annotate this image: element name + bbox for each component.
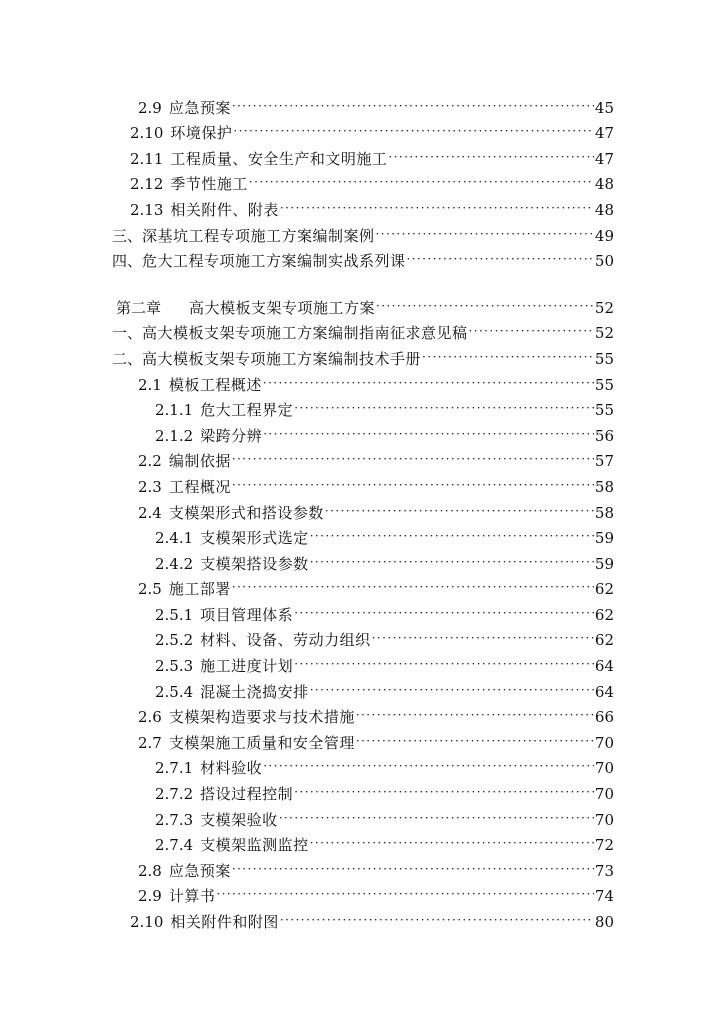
toc-entry-page-number: 52 bbox=[594, 324, 614, 343]
toc-entry-page-number: 48 bbox=[594, 200, 614, 219]
dot-leader bbox=[280, 199, 594, 217]
dot-leader bbox=[294, 655, 594, 673]
toc-entry[interactable] bbox=[0, 117, 724, 143]
toc-entry[interactable] bbox=[0, 905, 724, 931]
dot-leader bbox=[232, 860, 594, 878]
toc-entry[interactable] bbox=[0, 649, 724, 675]
toc-entry-page-number: 59 bbox=[594, 554, 614, 573]
toc-entry-number: 2.7.3 bbox=[155, 810, 194, 829]
dot-leader bbox=[232, 578, 594, 596]
toc-entry-number: 2.1.1 bbox=[155, 401, 194, 420]
toc-entry-number: 2.12 bbox=[130, 175, 164, 194]
toc-entry-number: 2.4.1 bbox=[155, 529, 194, 548]
toc-entry-number: 2.5.4 bbox=[155, 682, 194, 701]
toc-entry-title: 危大工程界定 bbox=[200, 401, 294, 420]
toc-entry[interactable] bbox=[0, 624, 724, 650]
toc-entry-title: 高大模板支架专项施工方案编制指南征求意见稿 bbox=[142, 324, 468, 343]
toc-entry-title: 施工进度计划 bbox=[200, 657, 294, 676]
toc-entry-page-number: 70 bbox=[594, 810, 614, 829]
table-of-contents bbox=[0, 91, 724, 931]
toc-entry-title: 季节性施工 bbox=[170, 175, 248, 194]
toc-entry-title: 工程质量、安全生产和文明施工 bbox=[170, 149, 388, 168]
toc-entry-title: 相关附件和附图 bbox=[170, 913, 279, 931]
toc-entry-number: 2.1.2 bbox=[155, 426, 194, 445]
toc-entry[interactable] bbox=[0, 291, 724, 317]
dot-leader bbox=[310, 681, 594, 699]
toc-entry-number: 2.7 bbox=[138, 733, 162, 752]
toc-entry-number: 2.2 bbox=[138, 452, 162, 471]
dot-leader bbox=[232, 450, 594, 468]
toc-entry[interactable] bbox=[0, 547, 724, 573]
toc-entry-number: 2.5.1 bbox=[155, 605, 194, 624]
toc-entry-number: 2.5 bbox=[138, 580, 162, 599]
toc-entry-title: 支模架形式选定 bbox=[200, 529, 309, 548]
toc-entry-number: 2.5.3 bbox=[155, 657, 194, 676]
toc-entry-title: 应急预案 bbox=[168, 98, 231, 117]
toc-entry[interactable] bbox=[0, 368, 724, 394]
dot-leader bbox=[372, 629, 594, 647]
toc-entry-title: 工程概况 bbox=[168, 477, 231, 496]
dot-leader bbox=[249, 173, 594, 191]
toc-entry-number: 三、 bbox=[112, 226, 143, 245]
toc-entry-page-number: 59 bbox=[594, 529, 614, 548]
toc-entry-number: 2.7.4 bbox=[155, 836, 194, 855]
toc-entry-page-number: 70 bbox=[594, 759, 614, 778]
toc-entry-page-number: 62 bbox=[594, 580, 614, 599]
toc-entry-number: 2.7.1 bbox=[155, 759, 194, 778]
dot-leader bbox=[280, 911, 594, 929]
dot-leader bbox=[294, 783, 594, 801]
dot-leader bbox=[407, 250, 594, 268]
toc-entry[interactable] bbox=[0, 726, 724, 752]
toc-entry-page-number: 56 bbox=[594, 426, 614, 445]
toc-entry-number: 2.9 bbox=[138, 887, 162, 906]
toc-entry[interactable] bbox=[0, 470, 724, 496]
dot-leader bbox=[356, 732, 594, 750]
toc-entry-page-number: 73 bbox=[594, 861, 614, 880]
toc-entry[interactable] bbox=[0, 342, 724, 368]
toc-entry-title: 支模架形式和搭设参数 bbox=[168, 503, 324, 522]
toc-entry-page-number: 55 bbox=[594, 349, 614, 368]
toc-entry-page-number: 64 bbox=[594, 657, 614, 676]
toc-entry-number: 2.4.2 bbox=[155, 554, 194, 573]
toc-entry-title: 支模架搭设参数 bbox=[200, 554, 309, 573]
dot-leader bbox=[279, 809, 594, 827]
toc-entry-page-number: 80 bbox=[594, 913, 614, 931]
toc-entry[interactable] bbox=[0, 880, 724, 906]
toc-entry-page-number: 55 bbox=[594, 375, 614, 394]
dot-leader bbox=[376, 297, 594, 315]
toc-entry-page-number: 48 bbox=[594, 175, 614, 194]
toc-entry-page-number: 57 bbox=[594, 452, 614, 471]
toc-entry[interactable] bbox=[0, 675, 724, 701]
toc-entry-number: 四、 bbox=[112, 252, 143, 271]
toc-entry[interactable] bbox=[0, 496, 724, 522]
toc-entry[interactable] bbox=[0, 573, 724, 599]
toc-entry-title: 梁跨分辨 bbox=[200, 426, 263, 445]
dot-leader bbox=[310, 527, 594, 545]
toc-entry-page-number: 66 bbox=[594, 708, 614, 727]
toc-entry-number: 第二章 bbox=[116, 298, 162, 317]
toc-entry-page-number: 62 bbox=[594, 631, 614, 650]
toc-entry-number: 二、 bbox=[112, 349, 143, 368]
toc-entry-page-number: 50 bbox=[594, 252, 614, 271]
toc-entry-number: 2.1 bbox=[138, 375, 162, 394]
toc-entry-title: 高大模板支架专项施工方案编制技术手册 bbox=[142, 349, 422, 368]
dot-leader bbox=[263, 757, 594, 775]
toc-entry-page-number: 64 bbox=[594, 682, 614, 701]
toc-entry-page-number: 45 bbox=[594, 98, 614, 117]
toc-entry-title: 混凝土浇捣安排 bbox=[200, 682, 309, 701]
dot-leader bbox=[232, 476, 594, 494]
toc-entry[interactable] bbox=[0, 445, 724, 471]
dot-leader bbox=[325, 502, 594, 520]
toc-entry-title: 搭设过程控制 bbox=[200, 785, 294, 804]
toc-entry[interactable] bbox=[0, 752, 724, 778]
toc-entry-title: 危大工程专项施工方案编制实战系列课 bbox=[142, 252, 406, 271]
dot-leader bbox=[294, 604, 594, 622]
toc-entry-title: 支模架验收 bbox=[200, 810, 278, 829]
toc-entry-page-number: 58 bbox=[594, 503, 614, 522]
toc-entry-title: 施工部署 bbox=[168, 580, 231, 599]
toc-entry-title: 相关附件、附表 bbox=[170, 200, 279, 219]
toc-entry-number: 2.6 bbox=[138, 708, 162, 727]
toc-entry-number: 一、 bbox=[112, 324, 143, 343]
toc-entry-number: 2.10 bbox=[130, 124, 164, 143]
toc-entry[interactable] bbox=[0, 219, 724, 245]
toc-entry[interactable] bbox=[0, 245, 724, 271]
toc-entry-number: 2.7.2 bbox=[155, 785, 194, 804]
toc-entry-number: 2.9 bbox=[138, 98, 162, 117]
toc-entry-title: 项目管理体系 bbox=[200, 605, 294, 624]
dot-leader bbox=[233, 122, 593, 140]
toc-entry-page-number: 47 bbox=[594, 149, 614, 168]
dot-leader bbox=[469, 322, 594, 340]
dot-leader bbox=[310, 834, 594, 852]
toc-entry-title: 高大模板支架专项施工方案 bbox=[189, 298, 376, 317]
dot-leader bbox=[376, 225, 594, 243]
dot-leader bbox=[232, 97, 594, 115]
toc-entry-page-number: 47 bbox=[594, 124, 614, 143]
dot-leader bbox=[388, 148, 593, 166]
toc-entry[interactable] bbox=[0, 598, 724, 624]
toc-entry-title: 深基坑工程专项施工方案编制案例 bbox=[142, 226, 375, 245]
dot-leader bbox=[310, 553, 594, 571]
toc-entry-title: 材料验收 bbox=[200, 759, 263, 778]
dot-leader bbox=[216, 885, 594, 903]
toc-entry-title: 环境保护 bbox=[170, 124, 233, 143]
dot-leader bbox=[356, 706, 594, 724]
toc-entry[interactable] bbox=[0, 419, 724, 445]
dot-leader bbox=[263, 374, 594, 392]
toc-entry[interactable] bbox=[0, 777, 724, 803]
toc-entry-page-number: 74 bbox=[594, 887, 614, 906]
toc-entry-title: 支模架施工质量和安全管理 bbox=[168, 733, 355, 752]
toc-entry-title: 计算书 bbox=[168, 887, 216, 906]
dot-leader bbox=[263, 425, 594, 443]
toc-entry[interactable] bbox=[0, 193, 724, 219]
toc-entry-number: 2.5.2 bbox=[155, 631, 194, 650]
toc-entry-page-number: 58 bbox=[594, 477, 614, 496]
toc-entry-title: 模板工程概述 bbox=[168, 375, 262, 394]
toc-entry-title: 支模架构造要求与技术措施 bbox=[168, 708, 355, 727]
toc-entry-page-number: 49 bbox=[594, 226, 614, 245]
toc-entry-page-number: 70 bbox=[594, 785, 614, 804]
toc-entry-title: 编制依据 bbox=[168, 452, 231, 471]
toc-entry-number: 2.8 bbox=[138, 861, 162, 880]
toc-entry-page-number: 62 bbox=[594, 605, 614, 624]
dot-leader bbox=[294, 399, 594, 417]
toc-entry-page-number: 72 bbox=[594, 836, 614, 855]
dot-leader bbox=[422, 348, 594, 366]
toc-entry-page-number: 70 bbox=[594, 733, 614, 752]
toc-entry[interactable] bbox=[0, 522, 724, 548]
toc-entry-number: 2.10 bbox=[130, 913, 164, 931]
toc-entry-number: 2.3 bbox=[138, 477, 162, 496]
toc-entry[interactable] bbox=[0, 803, 724, 829]
toc-entry-title: 支模架监测监控 bbox=[200, 836, 309, 855]
toc-entry-title: 应急预案 bbox=[168, 861, 231, 880]
toc-entry[interactable] bbox=[0, 317, 724, 343]
toc-entry-number: 2.13 bbox=[130, 200, 164, 219]
toc-entry[interactable] bbox=[0, 91, 724, 117]
toc-entry[interactable] bbox=[0, 168, 724, 194]
toc-entry-number: 2.4 bbox=[138, 503, 162, 522]
toc-entry-page-number: 55 bbox=[594, 401, 614, 420]
toc-entry-number: 2.11 bbox=[130, 149, 164, 168]
toc-entry[interactable] bbox=[0, 394, 724, 420]
toc-entry-page-number: 52 bbox=[594, 298, 614, 317]
toc-entry[interactable] bbox=[0, 142, 724, 168]
toc-entry-title: 材料、设备、劳动力组织 bbox=[200, 631, 371, 650]
toc-entry[interactable] bbox=[0, 854, 724, 880]
toc-entry[interactable] bbox=[0, 829, 724, 855]
toc-entry[interactable] bbox=[0, 701, 724, 727]
